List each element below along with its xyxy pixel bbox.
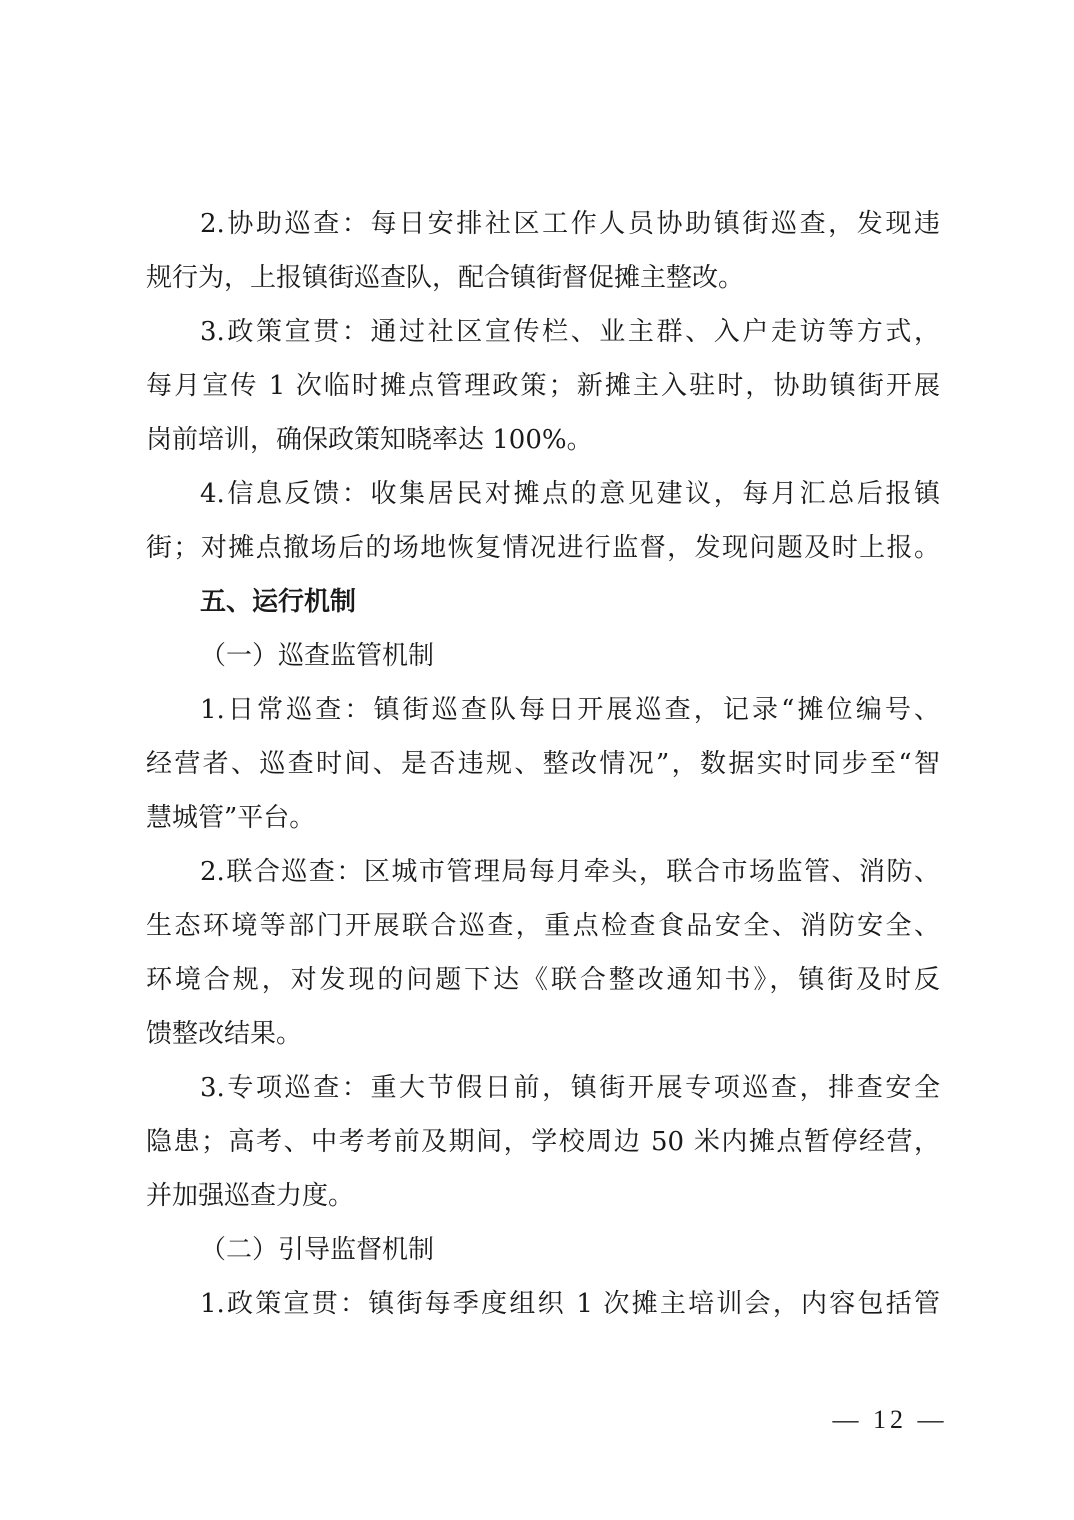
paragraph-line: 岗前培训，确保政策知晓率达 100%。	[146, 425, 593, 455]
paragraph-line: 1.日常巡查：镇街巡查队每日开展巡查，记录“摊位编号、	[200, 695, 940, 725]
paragraph-line: 4.信息反馈：收集居民对摊点的意见建议，每月汇总后报镇	[200, 479, 940, 509]
page-number: — 12 —	[832, 1405, 948, 1434]
paragraph-line: 每月宣传 1 次临时摊点管理政策；新摊主入驻时，协助镇街开展	[146, 371, 940, 401]
paragraph-line: 街；对摊点撤场后的场地恢复情况进行监督，发现问题及时上报。	[146, 533, 940, 563]
subsection-heading: （一）巡查监管机制	[200, 641, 435, 671]
paragraph-line: 慧城管”平台。	[146, 803, 316, 833]
paragraph-line: 规行为，上报镇街巡查队，配合镇街督促摊主整改。	[146, 263, 745, 293]
paragraph-line: 3.政策宣贯：通过社区宣传栏、业主群、入户走访等方式，	[200, 317, 940, 347]
subsection-heading: （二）引导监督机制	[200, 1235, 435, 1265]
paragraph-line: 生态环境等部门开展联合巡查，重点检查食品安全、消防安全、	[146, 911, 940, 941]
paragraph-line: 馈整改结果。	[146, 1019, 303, 1049]
paragraph-line: 1.政策宣贯：镇街每季度组织 1 次摊主培训会，内容包括管	[200, 1289, 940, 1319]
section-heading: 五、运行机制	[200, 587, 357, 617]
paragraph-line: 经营者、巡查时间、是否违规、整改情况”，数据实时同步至“智	[146, 749, 940, 779]
paragraph-line: 2.联合巡查：区城市管理局每月牵头，联合市场监管、消防、	[200, 857, 940, 887]
paragraph-line: 隐患；高考、中考考前及期间，学校周边 50 米内摊点暂停经营，	[146, 1127, 940, 1157]
paragraph-line: 环境合规，对发现的问题下达《联合整改通知书》，镇街及时反	[146, 965, 940, 995]
paragraph-line: 3.专项巡查：重大节假日前，镇街开展专项巡查，排查安全	[200, 1073, 940, 1103]
paragraph-line: 并加强巡查力度。	[146, 1181, 355, 1211]
paragraph-line: 2.协助巡查：每日安排社区工作人员协助镇街巡查，发现违	[200, 209, 940, 239]
